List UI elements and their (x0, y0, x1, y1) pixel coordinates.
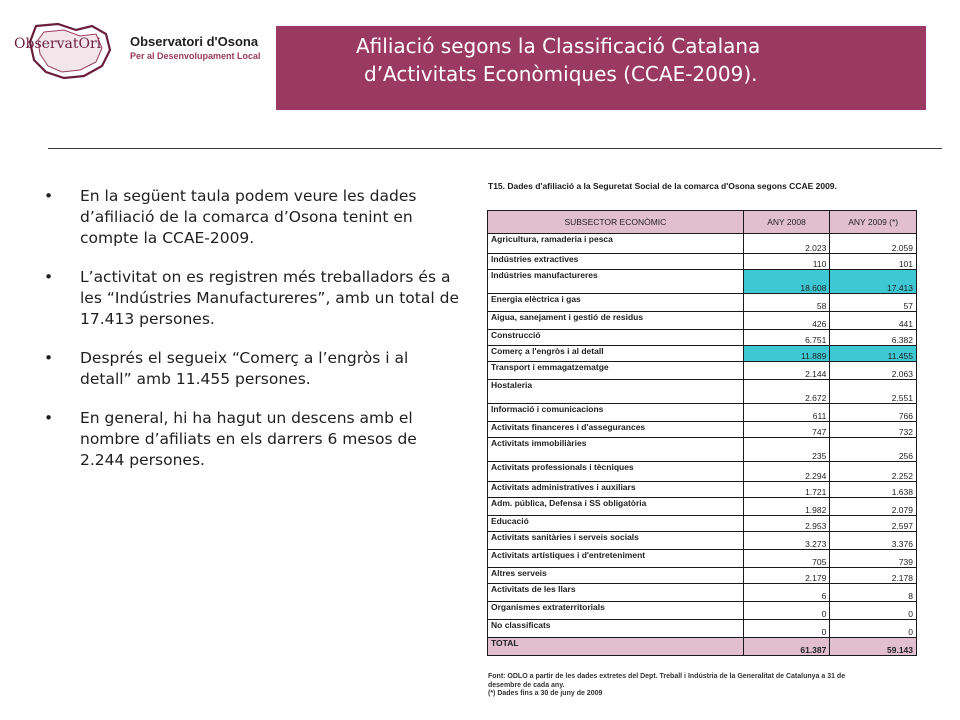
value-2009: 2.063 (830, 362, 917, 380)
value-2008: 235 (743, 438, 830, 462)
value-2009: 2.597 (830, 516, 917, 532)
logo-wordmark: ObservatOri (14, 36, 102, 52)
subsector-name: No classificats (488, 620, 744, 638)
value-2009: 57 (830, 294, 917, 312)
table-row (488, 270, 917, 294)
source-note-asterisk: (*) Dades fins a 30 de juny de 2009 (488, 690, 603, 697)
table-row (488, 254, 917, 270)
subsector-name: Activitats immobiliàries (488, 438, 744, 462)
subsector-name: Activitats financeres i d'assegurances (488, 422, 744, 438)
subsector-name: Hostaleria (488, 380, 744, 404)
value-2009: 256 (830, 438, 917, 462)
table-row (488, 346, 917, 362)
total-label: TOTAL (488, 638, 744, 656)
value-2008: 0 (743, 602, 830, 620)
value-2009: 2.178 (830, 568, 917, 584)
logo-subtitle: Per al Desenvolupament Local (130, 51, 261, 61)
value-2008: 3.273 (743, 532, 830, 550)
bullet-list (44, 186, 464, 489)
subsector-name: Agricultura, ramaderia i pesca (488, 234, 744, 254)
total-2008: 61.387 (743, 638, 830, 656)
table-row (488, 498, 917, 516)
subsector-name: Altres serveis (488, 568, 744, 584)
value-2008: 2.953 (743, 516, 830, 532)
table-row (488, 234, 917, 254)
header-year-2008: ANY 2008 (743, 211, 830, 234)
table-row (488, 422, 917, 438)
value-2008: 611 (743, 404, 830, 422)
table-row (488, 462, 917, 482)
subsector-name: Informació i comunicacions (488, 404, 744, 422)
value-2008: 1.982 (743, 498, 830, 516)
table-row (488, 380, 917, 404)
logo (14, 22, 264, 82)
table-row (488, 568, 917, 584)
table-row (488, 438, 917, 462)
subsector-name: Activitats professionals i tècniques (488, 462, 744, 482)
value-2009: 1.638 (830, 482, 917, 498)
value-2009: 0 (830, 602, 917, 620)
value-2008: 2.144 (743, 362, 830, 380)
value-2008: 6 (743, 584, 830, 602)
table-caption: T15. Dades d'afiliació a la Seguretat Social de la comarca d'Osona segons CCAE 2009. (488, 181, 837, 191)
page-title-line2: d’Activitats Econòmiques (CCAE-2009). (364, 62, 758, 86)
subsector-name: Comerç a l'engròs i al detall (488, 346, 744, 362)
value-2009: 2.252 (830, 462, 917, 482)
value-2009: 3.376 (830, 532, 917, 550)
value-2009: 441 (830, 312, 917, 330)
bullet-item: • En la següent taula podem veure les dades d’afiliació de la comarca d’Osona tenint en compte la CCAE-2009. (44, 186, 464, 249)
subsector-name: Indústries manufactureres (488, 270, 744, 294)
value-2008: 0 (743, 620, 830, 638)
value-2009: 11.455 (830, 346, 917, 362)
value-2008: 1.721 (743, 482, 830, 498)
subsector-name: Construcció (488, 330, 744, 346)
table-row (488, 362, 917, 380)
table-row (488, 620, 917, 638)
subsector-name: Activitats artístiques i d'entreteniment (488, 550, 744, 568)
value-2008: 2.023 (743, 234, 830, 254)
subsector-name: Organismes extraterritorials (488, 602, 744, 620)
subsector-name: Energia elèctrica i gas (488, 294, 744, 312)
value-2009: 732 (830, 422, 917, 438)
value-2008: 747 (743, 422, 830, 438)
table-row (488, 602, 917, 620)
value-2009: 17.413 (830, 270, 917, 294)
subsector-name: Indústries extractives (488, 254, 744, 270)
title-bar (276, 26, 926, 110)
page-title-line1: Afiliació segons la Classificació Catalana (356, 34, 761, 58)
subsector-name: Activitats administratives i auxiliars (488, 482, 744, 498)
table-row (488, 330, 917, 346)
total-2009: 59.143 (830, 638, 917, 656)
table-header-row (488, 211, 917, 234)
subsector-name: Transport i emmagatzematge (488, 362, 744, 380)
value-2008: 58 (743, 294, 830, 312)
value-2008: 18.608 (743, 270, 830, 294)
value-2009: 739 (830, 550, 917, 568)
value-2009: 8 (830, 584, 917, 602)
value-2009: 0 (830, 620, 917, 638)
subsector-name: Adm. pública, Defensa i SS obligatòria (488, 498, 744, 516)
value-2008: 6.751 (743, 330, 830, 346)
table-row (488, 584, 917, 602)
table-row (488, 482, 917, 498)
region-map-icon (14, 22, 124, 82)
total-row (488, 638, 917, 656)
logo-title: Observatori d'Osona (130, 34, 259, 49)
value-2008: 11.889 (743, 346, 830, 362)
value-2008: 2.672 (743, 380, 830, 404)
table-body (488, 234, 917, 656)
value-2008: 110 (743, 254, 830, 270)
subsector-name: Educació (488, 516, 744, 532)
table-row (488, 532, 917, 550)
table-row (488, 404, 917, 422)
table-source-note (488, 673, 848, 699)
value-2009: 2.551 (830, 380, 917, 404)
bullet-item: • Després el segueix “Comerç a l’engròs i al detall” amb 11.455 persones. (44, 348, 464, 390)
value-2008: 426 (743, 312, 830, 330)
header-year-2009: ANY 2009 (*) (830, 211, 917, 234)
subsector-name: Activitats de les llars (488, 584, 744, 602)
value-2009: 766 (830, 404, 917, 422)
subsector-name: Aigua, sanejament i gestió de residus (488, 312, 744, 330)
value-2009: 6.382 (830, 330, 917, 346)
value-2009: 101 (830, 254, 917, 270)
value-2009: 2.059 (830, 234, 917, 254)
bullet-item: • En general, hi ha hagut un descens amb el nombre d’afiliats en els darrers 6 mesos de 2.244 persones. (44, 408, 464, 471)
value-2008: 2.179 (743, 568, 830, 584)
value-2009: 2.079 (830, 498, 917, 516)
subsector-name: Activitats sanitàries i serveis socials (488, 532, 744, 550)
table-row (488, 294, 917, 312)
table-row (488, 312, 917, 330)
divider (48, 148, 942, 149)
bullet-item: • L’activitat on es registren més treballadors és a les “Indústries Manufactureres”, amb un total de 17.413 persones. (44, 267, 464, 330)
value-2008: 705 (743, 550, 830, 568)
table-row (488, 550, 917, 568)
table-row (488, 516, 917, 532)
ccae-table (487, 210, 917, 656)
source-note-line: Font: ODLO a partir de les dades extretes del Dept. Treball i Indústria de la Generalitat de Catalunya a 31 de desembre de cada any. (488, 673, 846, 689)
header-subsector: SUBSECTOR ECONÒMIC (488, 211, 744, 234)
value-2008: 2.294 (743, 462, 830, 482)
